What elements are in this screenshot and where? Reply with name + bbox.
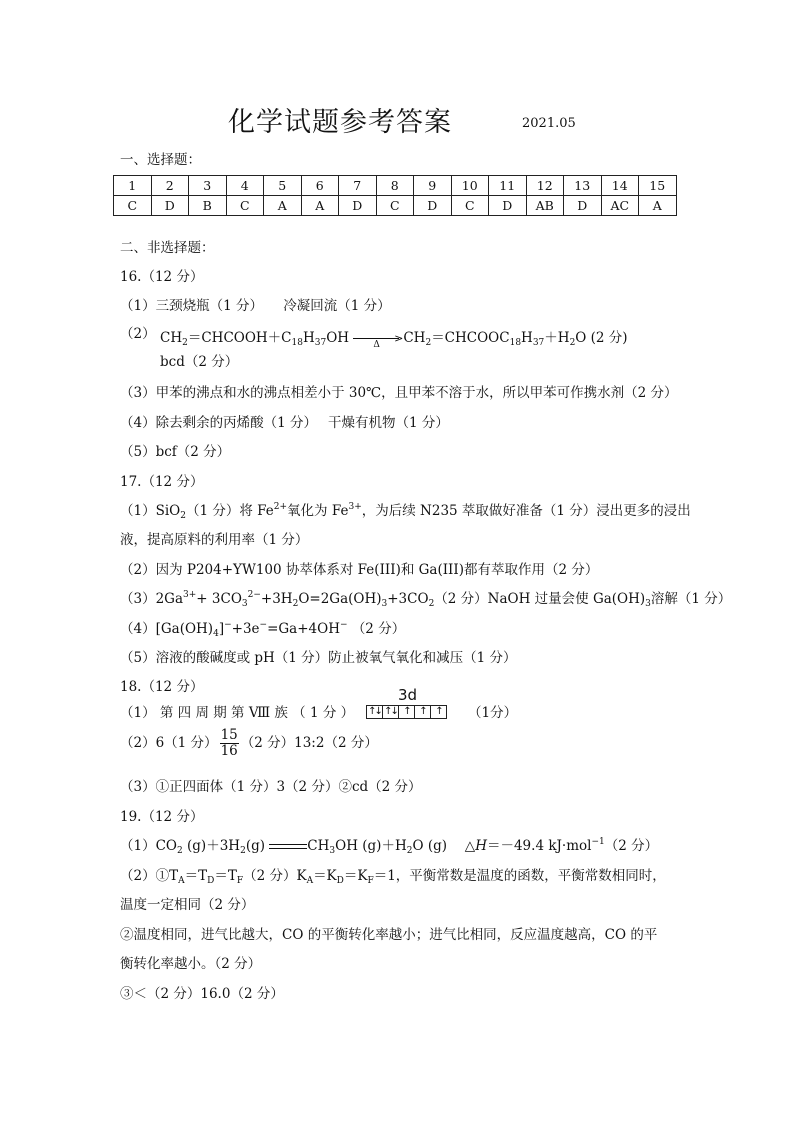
answer-cell: C [451, 196, 489, 216]
orbital-box: ↑↓ [367, 706, 383, 718]
question-number-cell: 14 [601, 176, 639, 196]
q18-part1-score: （1分） [468, 705, 518, 721]
question-number-cell: 3 [189, 176, 227, 196]
answer-cell: C [226, 196, 264, 216]
answer-cell: AC [601, 196, 639, 216]
orbital-boxes [366, 705, 447, 719]
q18-heading: 18.（12 分） [120, 679, 204, 695]
answer-cell: D [564, 196, 602, 216]
q16-part4: （4）除去剩余的丙烯酸（1 分） 干燥有机物（1 分） [120, 415, 449, 431]
fraction: $\frac{15}{16}$ [220, 727, 238, 759]
q19-part2-cont: 温度一定相同（2 分） [120, 897, 255, 913]
q16-part1: （1）三颈烧瓶（1 分） 冷凝回流（1 分） [120, 298, 391, 314]
answer-cell: B [189, 196, 227, 216]
answer-table-numbers-row [114, 176, 677, 196]
q16-part2b: bcd（2 分） [160, 354, 239, 370]
answer-cell: A [639, 196, 677, 216]
q19-part3: ②温度相同，进气比越大，CO 的平衡转化率越小；进气比相同，反应温度越高，CO 的平 [120, 927, 658, 943]
orbital-box: ↑ [415, 706, 431, 718]
q17-heading: 17.（12 分） [120, 474, 204, 490]
page-title: 化学试题参考答案 [228, 107, 452, 138]
equilibrium-arrow [269, 841, 307, 853]
reaction-arrow: > Δ [353, 333, 403, 345]
question-number-cell: 1 [114, 176, 152, 196]
answer-cell: C [376, 196, 414, 216]
question-number-cell: 13 [564, 176, 602, 196]
section-heading-nonchoice: 二、非选择题： [120, 240, 215, 256]
q19-part2: $(2)①T_A=T_D=T_F(2$ 分）$K_A=K_D=K_F=1$，平衡常数是温度的函数，平衡常数相同时， [120, 868, 666, 886]
question-number-cell: 6 [301, 176, 339, 196]
orbital-box: ↑ [435, 706, 442, 717]
answer-cell: C [114, 196, 152, 216]
orbital-diagram-3d [366, 688, 446, 720]
orbital-box: ↑↓ [383, 706, 399, 718]
question-number-cell: 7 [339, 176, 377, 196]
q17-part1: （1）SiO$_2$（1 分）将 $Fe^{2+}$氧化为 $Fe^{3+}$，为后续 N235 萃取做好准备（1 分）浸出更多的浸出 [120, 502, 691, 521]
q16-part5: （5）bcf（2 分） [120, 444, 231, 460]
q19-heading: 19.（12 分） [120, 809, 204, 825]
q18-part2: （2）6（1 分） $\frac{15}{16}$ （2 分）13:2（2 分） [120, 727, 378, 759]
q18-part3: （3）①正四面体（1 分）3（2 分）②cd（2 分） [120, 779, 422, 795]
answer-cell: D [339, 196, 377, 216]
question-number-cell: 12 [526, 176, 564, 196]
answer-cell: AB [526, 196, 564, 216]
answer-table [113, 175, 677, 216]
answer-cell: A [301, 196, 339, 216]
answer-cell: A [264, 196, 302, 216]
q19-part3-cont: 衡转化率越小。（2 分） [120, 956, 262, 972]
q19-part1: $(1)CO_2$ $(g)+3H_2(g)$ $CH_3OH$ $(g)+H_2O$ (g) △H＝－49.4 kJ·mol$^{-1}$（2 分） [120, 837, 659, 856]
answer-table-answers-row [114, 196, 677, 216]
question-number-cell: 2 [151, 176, 189, 196]
question-number-cell: 5 [264, 176, 302, 196]
q17-part3: $(3)2Ga^{3+}+ 3CO_3^{2-}+3H_2O=2Ga(OH)_3+3CO_2(2$ 分）NaOH 过量会使 $Ga(OH)_3$溶解（1 分） [120, 590, 732, 609]
exam-date: 2021.05 [522, 116, 576, 131]
q17-part5: （5）溶液的酸碱度或 pH（1 分）防止被氧气氧化和减压（1 分） [120, 650, 517, 666]
q17-part4: $(4)[Ga(OH)_4]^-+3e^-=Ga+4OH^-$ （2 分） [120, 620, 406, 639]
q17-part1-cont: 液，提高原料的利用率（1 分） [120, 532, 309, 548]
question-number-cell: 9 [414, 176, 452, 196]
q16-heading: 16.（12 分） [120, 269, 204, 285]
q16-part3: （3）甲苯的沸点和水的沸点相差小于 30℃，且甲苯不溶于水，所以甲苯可作携水剂（2 分） [120, 385, 678, 401]
question-number-cell: 8 [376, 176, 414, 196]
answer-cell: D [489, 196, 527, 216]
answer-cell: D [151, 196, 189, 216]
question-number-cell: 11 [489, 176, 527, 196]
q17-part2: （2）因为 P204+YW100 协萃体系对 Fe(III)和 Ga(III)都有萃取作用（2 分） [120, 562, 599, 578]
question-number-cell: 15 [639, 176, 677, 196]
orbital-box: ↑ [399, 706, 415, 718]
q16-part2-equation: $CH_2=CHCOOH+C_{18}H_{37}OH$ > Δ $CH_2=CHCOOC_{18}H_{37}+H_2O$ (2 分) [160, 330, 628, 350]
question-number-cell: 10 [451, 176, 489, 196]
question-number-cell: 4 [226, 176, 264, 196]
q18-part1: （1） 第 四 周 期 第 Ⅷ 族 （ 1 分 ） [120, 705, 355, 721]
q16-part2-label: （2） [120, 326, 156, 342]
section-heading-choice: 一、选择题： [120, 152, 201, 168]
answer-cell: D [414, 196, 452, 216]
orbital-label: 3d [398, 686, 418, 704]
q19-part4: ③＜（2 分）16.0（2 分） [120, 986, 284, 1002]
